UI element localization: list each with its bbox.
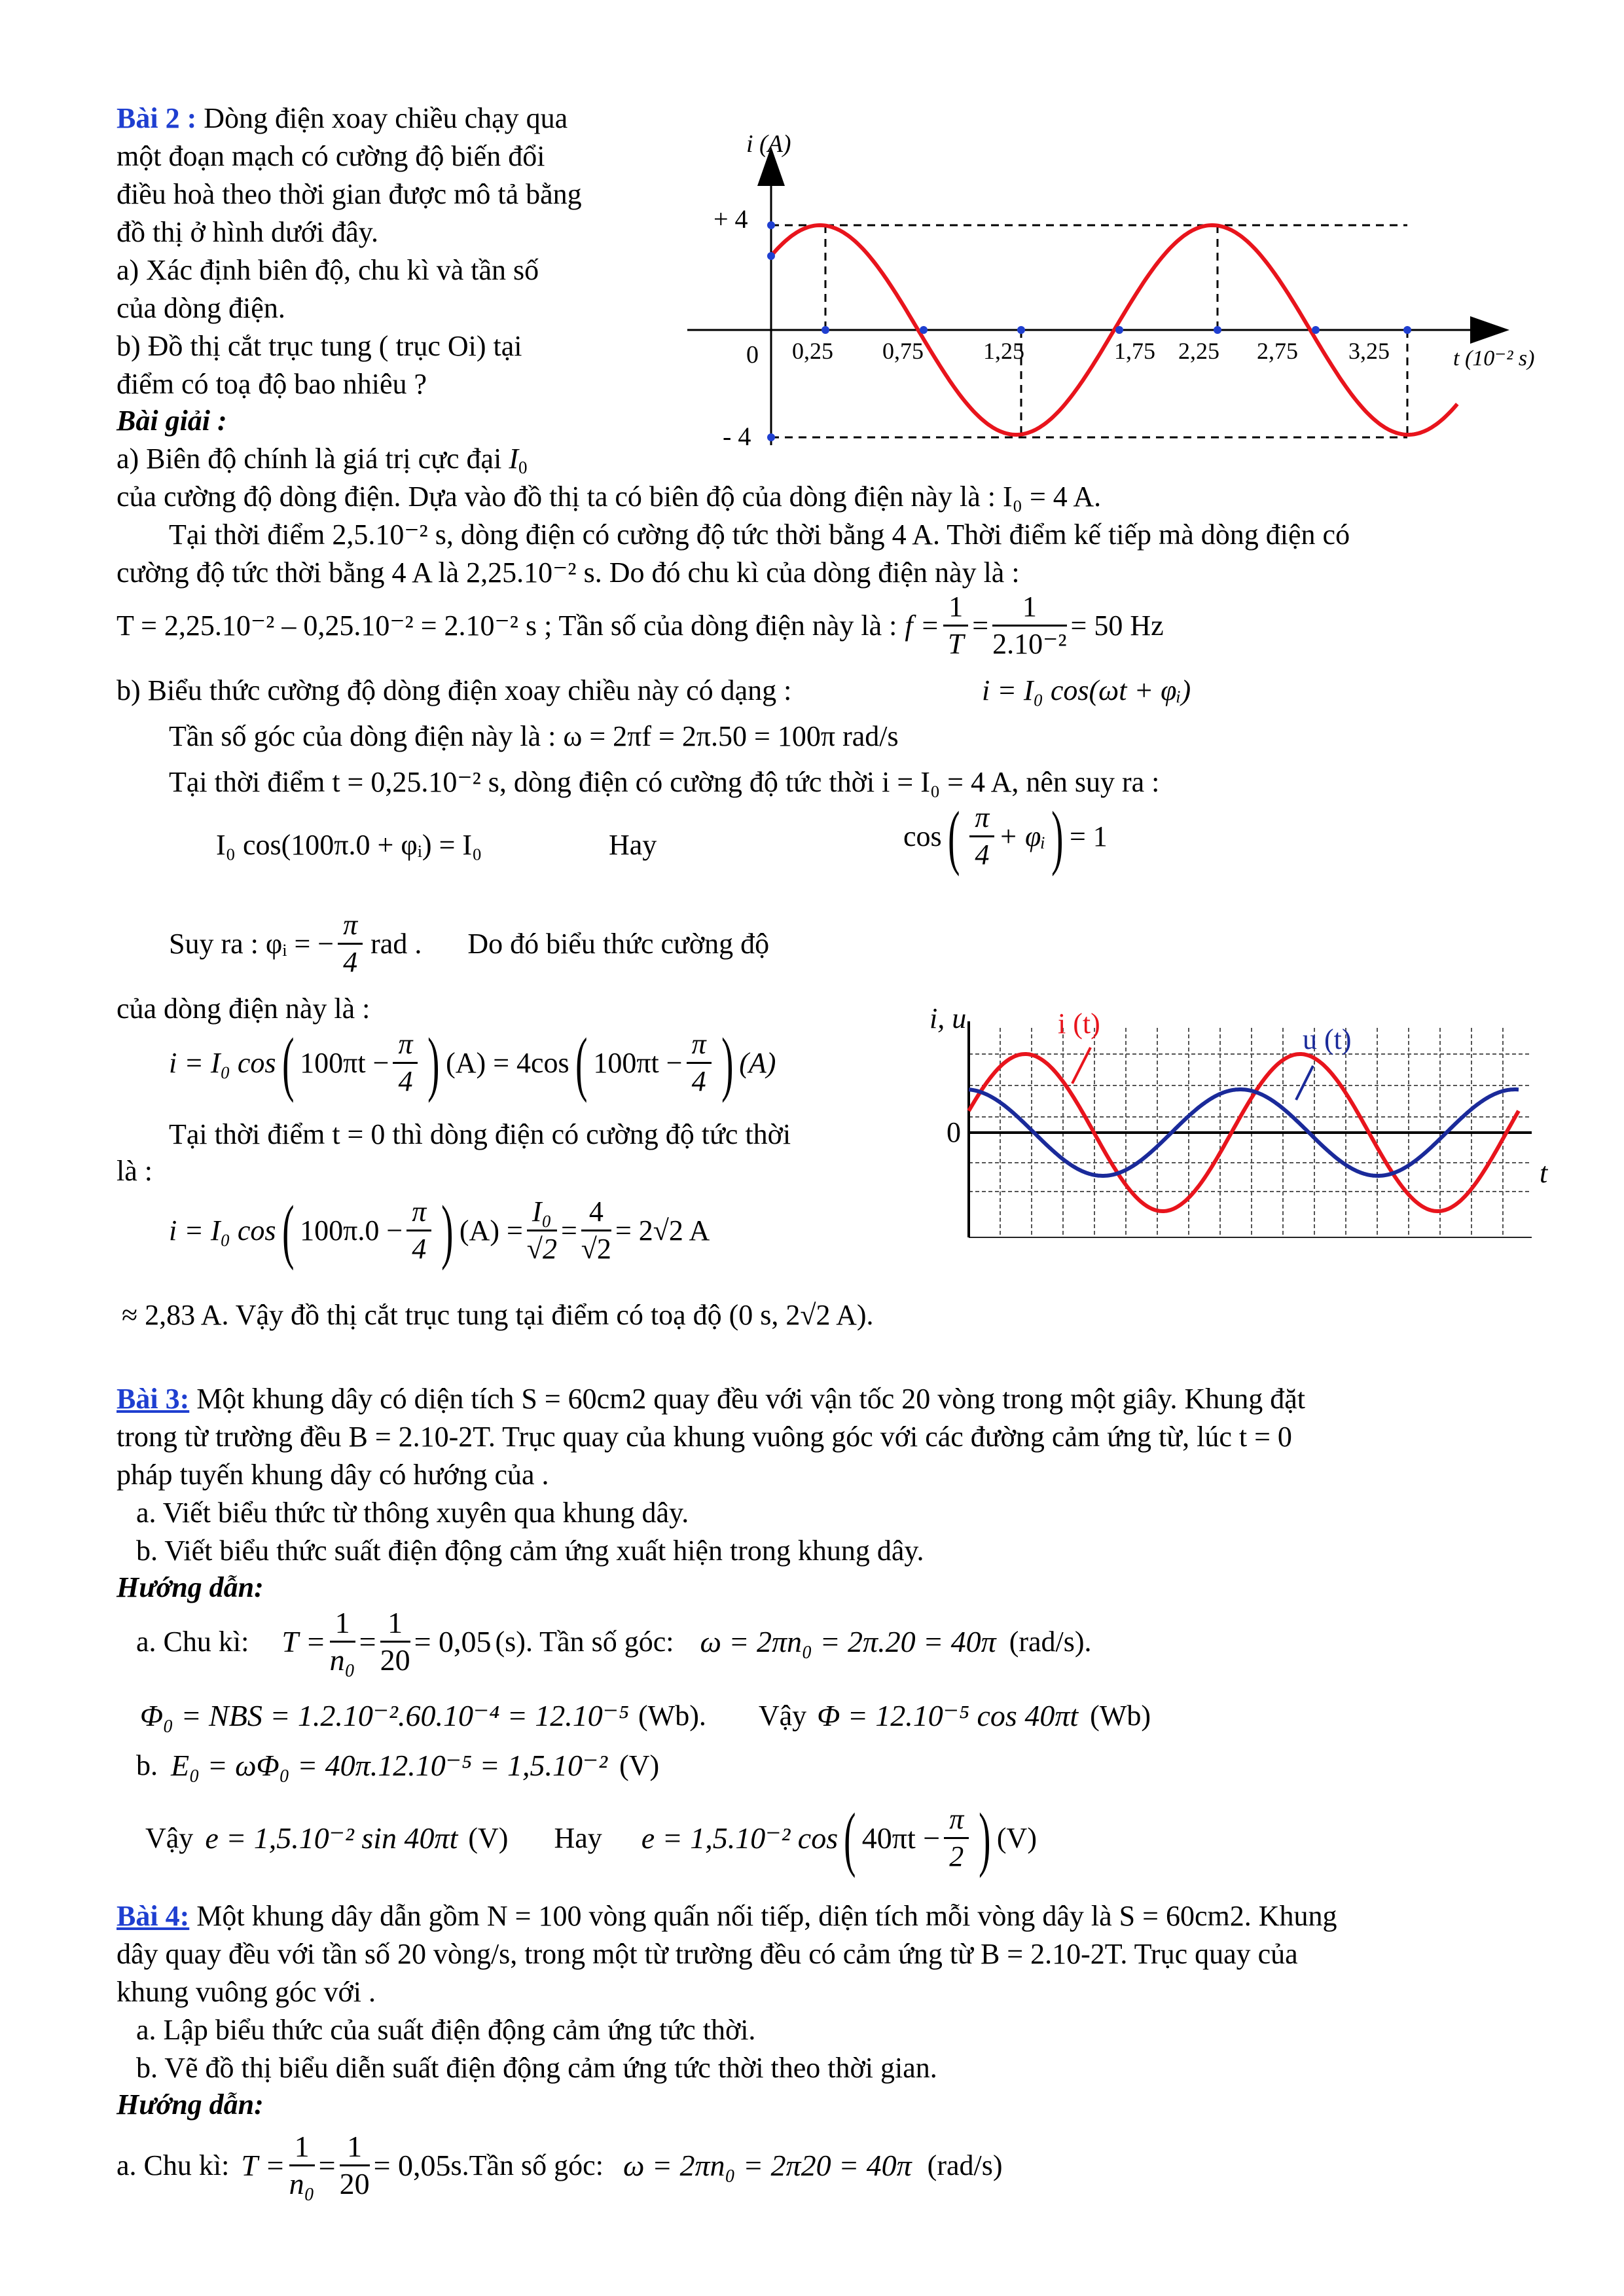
graph-i-of-t (674, 124, 1578, 465)
bai3-g2: Φ₀ = NBS = 1.2.10⁻².60.10⁻⁴ = 12.10⁻⁵ (Wb). Vậy Φ = 12.10⁻⁵ cos 40πt (Wb) (140, 1699, 1151, 1732)
bai3-g3: b. E₀ = ωΦ₀ = 40π.12.10⁻⁵ = 1,5.10⁻² (V) (136, 1749, 660, 1782)
bai2-a3: Tại thời điểm 2,5.10⁻² s, dòng điện có cường độ tức thời bằng 4 A. Thời điểm kế tiếp mà dòng điện có (169, 519, 1350, 551)
bai3-line-1: Bài 3: Một khung dây có diện tích S = 60cm2 quay đều với vận tốc 20 vòng trong một giây. Khung đặt (117, 1383, 1305, 1415)
bai2-b11: ≈ 2,83 A. Vậy đồ thị cắt trục tung tại điểm có toạ độ (0 s, 2√2 A). (122, 1299, 874, 1331)
bai2-a5-f: f = (905, 609, 940, 642)
bai2-intro-0: Dòng điện xoay chiều chạy qua (196, 102, 568, 134)
graph2-ylabel: i, u (929, 1002, 967, 1034)
bai3-g4: Vậy e = 1,5.10⁻² sin 40πt (V) Hay e = 1,5.10⁻² cos ( 40πt − $\frac{\pi}{2}$ ) (V) (145, 1798, 1037, 1878)
bai4-g1: a. Chu kì: T = $\frac{1}{\text{n₀}}$ = $\frac{1}{20}$ = 0,05 s.Tần số góc: ω = 2πn₀ = 2π20 = 40π (rad/s) (117, 2130, 1003, 2200)
bai2-a5-end: = 50 Hz (1070, 609, 1164, 642)
graph2-xlabel: t (1540, 1157, 1548, 1189)
bai2-a5-text: T = 2,25.10⁻² – 0,25.10⁻² = 2.10⁻² s ; Tần số của dòng điện này là : (117, 609, 897, 642)
bai3-line-4: a. Viết biểu thức từ thông xuyên qua khung dây. (136, 1497, 689, 1529)
bai2-title: Bài 2 : (117, 102, 197, 134)
graph1-ymax-label: + 4 (713, 204, 748, 234)
graph1-ymin-label: - 4 (723, 422, 751, 451)
bai3-line-5: b. Viết biểu thức suất điện động cảm ứng xuất hiện trong khung dây. (136, 1535, 924, 1567)
bai2-frac-1-over-T: $\frac{1}{T}$ (943, 589, 968, 662)
graph2-u-label: u (t) (1303, 1023, 1352, 1055)
graph-iu-of-t (929, 989, 1558, 1264)
graph1-tick-1: 0,75 (882, 338, 924, 364)
bai2-intro-2: điều hoà theo thời gian được mô tả bằng (117, 178, 582, 210)
bai2-b6: của dòng điện này là : (117, 993, 370, 1025)
bai2-b2: Tần số góc của dòng điện này là : ω = 2πf = 2π.50 = 100π rad/s (169, 720, 899, 752)
bai2-qb-0: b) Đồ thị cắt trục tung ( trục Oi) tại (117, 330, 522, 362)
bai4-line-1: Bài 4: Một khung dây dẫn gồm N = 100 vòng quấn nối tiếp, diện tích mỗi vòng dây là S = 60cm2. Khung (117, 1900, 1337, 1932)
graph1-origin: 0 (746, 341, 759, 369)
bai4-line-5: b. Vẽ đồ thị biểu diễn suất điện động cảm ứng tức thời theo thời gian. (136, 2052, 937, 2084)
graph1-tick-3: 1,75 (1114, 338, 1155, 364)
bai2-a1-text: a) Biên độ chính là giá trị cực đại (117, 443, 509, 475)
graph1-xlabel: t (10⁻² s) (1453, 346, 1535, 371)
bai4-line-2: dây quay đều với tần số 20 vòng/s, trong một từ trường đều có cảm ứng từ B = 2.10-2T. Trục quay của (117, 1938, 1298, 1970)
bai2-a1 (117, 440, 527, 478)
bai2-a4: cường độ tức thời bằng 4 A là 2,25.10⁻² s. Do đó chu kì của dòng điện này là : (117, 556, 1020, 589)
bai2-intro-1: một đoạn mạch có cường độ biến đổi (117, 140, 545, 172)
bai2-b10: i = I₀ cos ( 100π.0 − $\frac{\pi}{4}$ ) (A) = $\frac{\text{I₀}}{√2}$ = $\frac{4}{√2}$ = 2√2 A (169, 1190, 710, 1271)
graph2-u-pointer (1296, 1066, 1313, 1100)
bai2-qa-0: a) Xác định biên độ, chu kì và tần số (117, 254, 539, 286)
bai2-b5: Suy ra : φᵢ = − $\frac{\pi}{4}$ rad . Do đó biểu thức cường độ (169, 909, 770, 978)
bai2-b1: b) Biểu thức cường độ dòng điện xoay chiều này có dạng : (117, 674, 792, 706)
bai2-solution-title: Bài giải : (117, 405, 227, 437)
bai2-a1-var: I (509, 443, 518, 475)
graph1-tick-6: 3,25 (1348, 338, 1390, 364)
graph1-tick-0: 0,25 (792, 338, 833, 364)
bai2-b9: là : (117, 1155, 153, 1187)
bai2-b8: Tại thời điểm t = 0 thì dòng điện có cường độ tức thời (169, 1118, 791, 1150)
bai4-title: Bài 4: (117, 1900, 190, 1932)
bai2-intro-3: đồ thị ở hình dưới đây. (117, 216, 378, 248)
bai2-b7: i = I₀ cos ( 100πt − $\frac{\pi}{4}$ ) (A) = 4cos ( 100πt − $\frac{\pi}{4}$ ) (A) (169, 1023, 776, 1103)
bai3-guide: Hướng dẫn: (117, 1571, 264, 1603)
bai3-line-3: pháp tuyến khung dây có hướng của . (117, 1459, 549, 1491)
graph1-tick-5: 2,75 (1257, 338, 1298, 364)
graph2-i-label: i (t) (1058, 1008, 1100, 1040)
bai3-title: Bài 3: (117, 1383, 190, 1415)
bai2-b4-left: I₀ cos(100π.0 + φᵢ) = I₀ (216, 829, 482, 861)
bai2-a5: T = 2,25.10⁻² – 0,25.10⁻² = 2.10⁻² s ; Tần số của dòng điện này là : f = $\frac{1}{T}$ = $\frac{1}{\text{2.10⁻²}}$ = 50 Hz (117, 589, 1164, 662)
bai4-line-3: khung vuông góc với . (117, 1976, 376, 2008)
bai2-b1-eq: i = I₀ cos(ωt + φᵢ) (982, 674, 1191, 706)
graph1-markers (767, 221, 1411, 441)
graph2-i-pointer (1072, 1048, 1091, 1084)
bai2-qb-1: điểm có toạ độ bao nhiêu ? (117, 368, 427, 400)
graph1-tick-4: 2,25 (1178, 338, 1219, 364)
graph1-ylabel: i (A) (746, 130, 791, 158)
bai2-b3: Tại thời điểm t = 0,25.10⁻² s, dòng điện có cường độ tức thời i = I₀ = 4 A, nên suy ra : (169, 766, 1160, 798)
bai2-a2: của cường độ dòng điện. Dựa vào đồ thị ta có biên độ của dòng điện này là : I₀ = 4 A. (117, 481, 1102, 513)
bai2-b4-mid: Hay (609, 829, 657, 861)
bai4-guide: Hướng dẫn: (117, 2088, 264, 2121)
bai3-g1: a. Chu kì: T = $\frac{1}{\text{n₀}}$ = $\frac{1}{20}$ = 0,05 (s). Tần số góc: ω = 2πn₀ = 2π.20 = 40π (rad/s). (136, 1606, 1092, 1677)
bai2-qa-1: của dòng điện. (117, 292, 285, 324)
bai2-b4-right: cos ( $\frac{\pi}{4}$ + φᵢ ) = 1 (903, 796, 1108, 877)
bai2-frac-1-over-2e-2: $\frac{1}{\text{2.10⁻²}}$ (992, 591, 1067, 660)
graph1-tick-2: 1,25 (983, 338, 1024, 364)
bai4-line-4: a. Lập biểu thức của suất điện động cảm ứng tức thời. (136, 2014, 756, 2046)
bai2-a1-sub: 0 (518, 458, 528, 477)
graph2-origin: 0 (947, 1116, 961, 1148)
bai2-heading (117, 100, 568, 137)
bai3-line-2: trong từ trường đều B = 2.10-2T. Trục quay của khung vuông góc với các đường cảm ứng từ, lúc t = 0 (117, 1421, 1292, 1453)
